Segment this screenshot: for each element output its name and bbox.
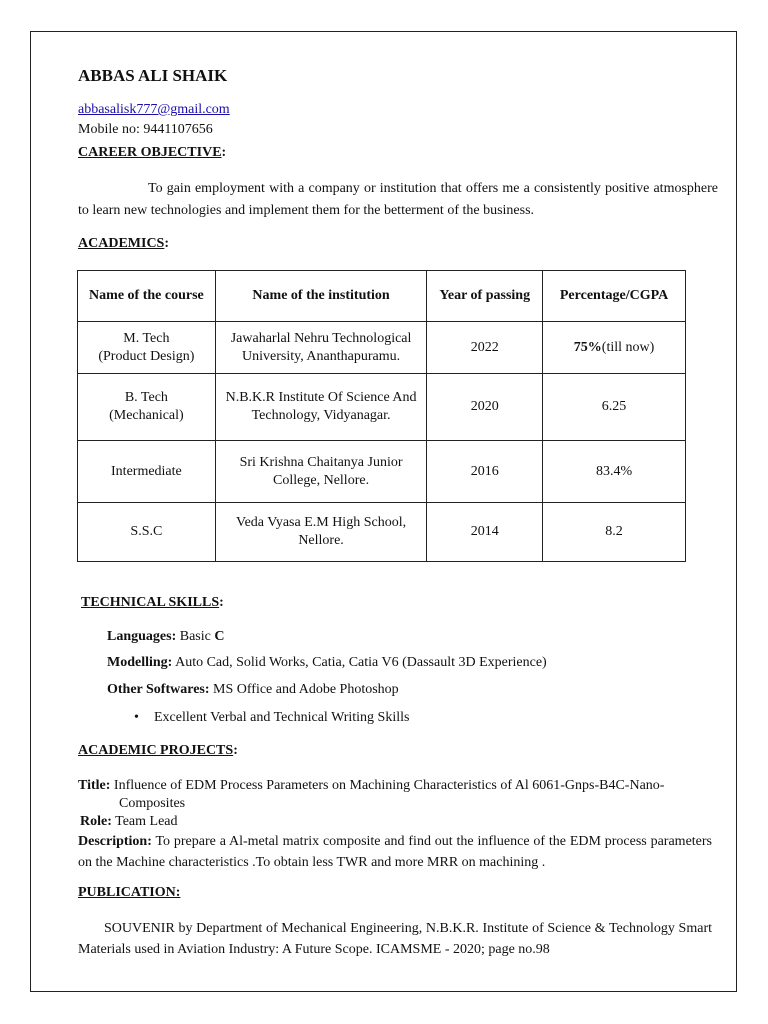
project-title-line: Influence of EDM Process Parameters on Machining Characteristics of Al 6061-Gnps-B4C-Nano-: [113, 778, 665, 793]
other-softwares-line: [107, 682, 399, 698]
column-header: Name of the course: [78, 271, 216, 322]
project-description-text: To prepare a Al-metal matrix composite and find out the influence of the EDM process parameters on the Machine characteristics .To obtain less TWR and more MRR on machining .: [78, 834, 712, 870]
institution-cell: [215, 503, 427, 562]
year-cell: 2014: [427, 503, 543, 562]
modelling-label: Modelling:: [107, 655, 173, 670]
institution-line: College, Nellore.: [273, 472, 370, 488]
table-row: [78, 441, 686, 503]
languages-line: [107, 629, 224, 645]
institution-line: University, Ananthapuramu.: [242, 348, 401, 364]
year-cell: 2020: [427, 374, 543, 441]
project-title-line: Composites: [119, 796, 186, 811]
technical-skills-heading: TECHNICAL SKILLS:: [81, 595, 224, 610]
score-cell: [543, 503, 686, 562]
institution-cell: [215, 374, 427, 441]
table-row: [78, 503, 686, 562]
institution-line: Nellore.: [298, 533, 344, 548]
career-objective-text: [78, 178, 718, 221]
column-header: Year of passing: [427, 271, 543, 322]
publication-heading: [78, 885, 180, 901]
academic-projects-heading: ACADEMIC PROJECTS:: [78, 743, 238, 758]
career-objective-body: To gain employment with a company or institution that offers me a consistently positive atmosphere to learn new technologies and implement them for the betterment of the business.: [78, 181, 718, 218]
table-row: [78, 322, 686, 374]
institution-line: Sri Krishna Chaitanya Junior: [239, 454, 403, 470]
course-line: M. Tech: [123, 330, 170, 346]
course-cell: [78, 322, 216, 374]
other-softwares-label: Other Softwares:: [107, 682, 210, 697]
modelling-line: [107, 655, 547, 671]
academics-heading-text: ACADEMICS: [78, 236, 165, 251]
score-text: 8.2: [605, 524, 623, 539]
project-role: [80, 813, 716, 831]
project-title: [78, 777, 714, 813]
languages-value-bold: C: [214, 629, 225, 644]
publication-body: SOUVENIR by Department of Mechanical Engineering, N.B.K.R. Institute of Science & Technology Smart Materials used in Aviation Industry: A Future Scope. ICAMSME - 2020; page no.98: [78, 921, 712, 957]
publication-text: [78, 918, 712, 960]
score-text: 83.4%: [595, 463, 633, 479]
year-cell: 2022: [427, 322, 543, 374]
publication-heading-text: PUBLICATION:: [78, 885, 181, 900]
table-row: [78, 374, 686, 441]
score-cell: [543, 441, 686, 503]
score-cell: [543, 322, 686, 374]
course-cell: [78, 374, 216, 441]
bullet-icon: •: [134, 710, 139, 725]
column-header: Name of the institution: [215, 271, 427, 322]
languages-value: Basic: [179, 629, 215, 644]
course-cell: S.S.C: [78, 503, 216, 562]
modelling-value: Auto Cad, Solid Works, Catia, Catia V6 (Dassault 3D Experience): [175, 655, 547, 670]
column-header: Percentage/CGPA: [543, 271, 686, 322]
course-cell: Intermediate: [78, 441, 216, 503]
institution-cell: [215, 441, 427, 503]
project-role-value: Team Lead: [115, 814, 178, 829]
score-bold: 75%: [573, 339, 602, 355]
email-link[interactable]: abbasalisk777@gmail.com: [78, 102, 230, 117]
course-line: B. Tech: [124, 390, 168, 405]
institution-line: Veda Vyasa E.M High School,: [236, 515, 407, 530]
academic-projects-heading-text: ACADEMIC PROJECTS: [78, 743, 234, 758]
score-text: 6.25: [601, 399, 627, 414]
skill-bullet-item: [134, 710, 409, 726]
project-description: [78, 831, 712, 873]
institution-cell: [215, 322, 427, 374]
institution-line: Technology, Vidyanagar.: [251, 408, 391, 423]
career-objective-heading: CAREER OBJECTIVE:: [78, 145, 227, 160]
project-title-label: Title:: [78, 778, 111, 793]
project-role-label: Role:: [80, 814, 112, 829]
other-softwares-value: MS Office and Adobe Photoshop: [213, 682, 399, 697]
technical-skills-heading-text: TECHNICAL SKILLS: [81, 595, 220, 610]
score-text: (till now): [601, 339, 655, 355]
course-line: (Product Design): [98, 348, 195, 364]
score-cell: [543, 374, 686, 441]
institution-line: Jawaharlal Nehru Technological: [230, 330, 412, 346]
candidate-name: ABBAS ALI SHAIK: [78, 66, 228, 85]
project-description-label: Description:: [78, 834, 152, 849]
academics-heading: ACADEMICS:: [78, 236, 170, 251]
course-line: (Mechanical): [109, 408, 184, 423]
table-header-row: [78, 271, 686, 322]
institution-line: N.B.K.R Institute Of Science And: [225, 390, 417, 405]
bullet-text: Excellent Verbal and Technical Writing Skills: [154, 710, 410, 725]
year-cell: 2016: [427, 441, 543, 503]
languages-label: Languages:: [107, 629, 177, 644]
career-objective-heading-text: CAREER OBJECTIVE: [78, 145, 222, 160]
mobile-number: Mobile no: 9441107656: [78, 122, 213, 137]
academics-table: [77, 270, 686, 562]
